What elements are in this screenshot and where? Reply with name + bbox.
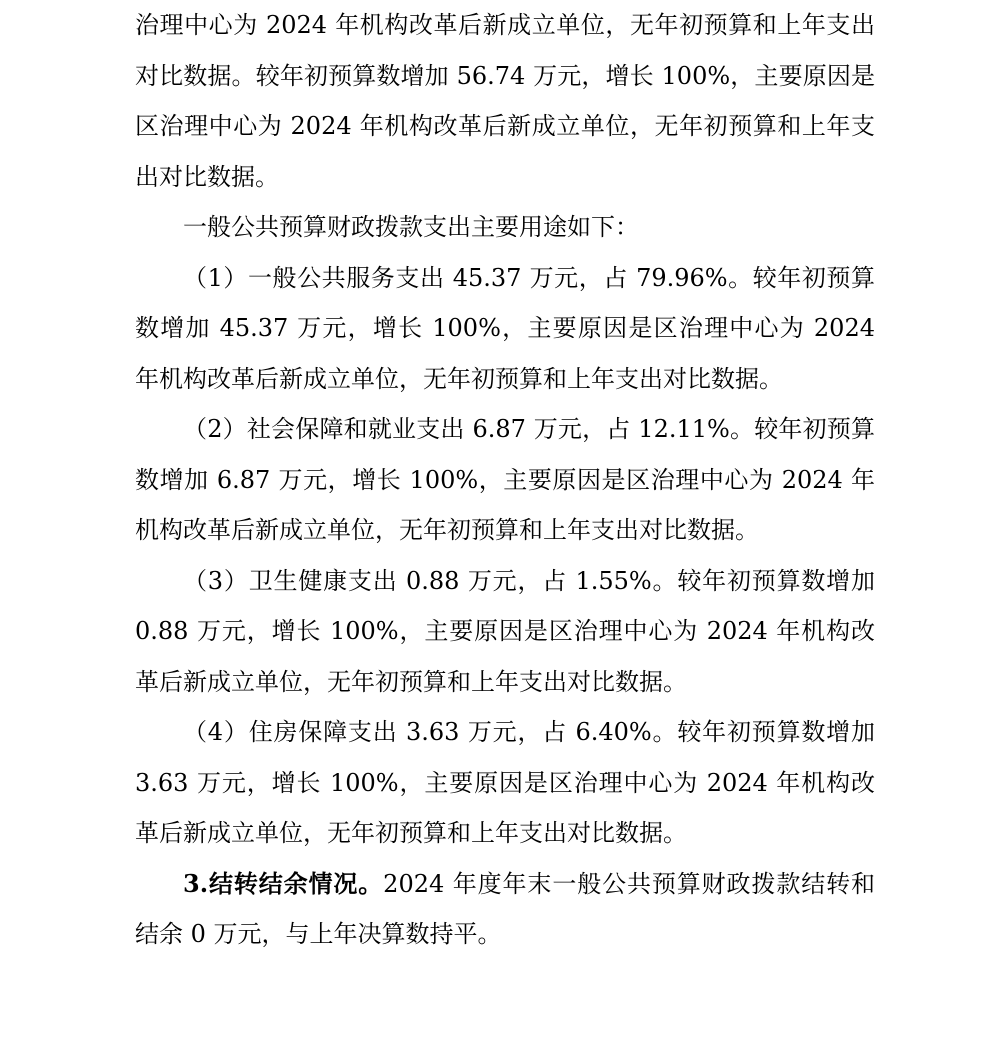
- usage-intro-paragraph: 一般公共预算财政拨款支出主要用途如下：: [183, 213, 639, 241]
- section-heading: 3.结转结余情况。: [183, 868, 384, 898]
- item-general-public-services: （1）一般公共服务支出 45.37 万元，占 79.96%。较年初预算数增加 45.37 万元，增长 100%，主要原因是区治理中心为 2024 年机构改革后新成立单位，无年初预算和上年支出对比数据。: [135, 263, 875, 393]
- carryover-paragraph: [135, 859, 875, 960]
- document-page: [135, 0, 875, 960]
- item-health: （3）卫生健康支出 0.88 万元，占 1.55%。较年初预算数增加 0.88 万元，增长 100%，主要原因是区治理中心为 2024 年机构改革后新成立单位，无年初预算和上年支出对比数据。: [135, 566, 875, 696]
- continuation-paragraph: 治理中心为 2024 年机构改革后新成立单位，无年初预算和上年支出对比数据。较年初预算数增加 56.74 万元，增长 100%，主要原因是区治理中心为 2024 年机构改革后新成立单位，无年初预算和上年支出对比数据。: [135, 11, 875, 191]
- item-housing-security: （4）住房保障支出 3.63 万元，占 6.40%。较年初预算数增加 3.63 万元，增长 100%，主要原因是区治理中心为 2024 年机构改革后新成立单位，无年初预算和上年支出对比数据。: [135, 718, 875, 847]
- item-social-security-employment: （2）社会保障和就业支出 6.87 万元，占 12.11%。较年初预算数增加 6.87 万元，增长 100%，主要原因是区治理中心为 2024 年机构改革后新成立单位，无年初预算和上年支出对比数据。: [135, 415, 875, 544]
- section-body: 2024 年度年末一般公共预算财政拨款结转和结余 0 万元，与上年决算数持平。: [135, 869, 875, 948]
